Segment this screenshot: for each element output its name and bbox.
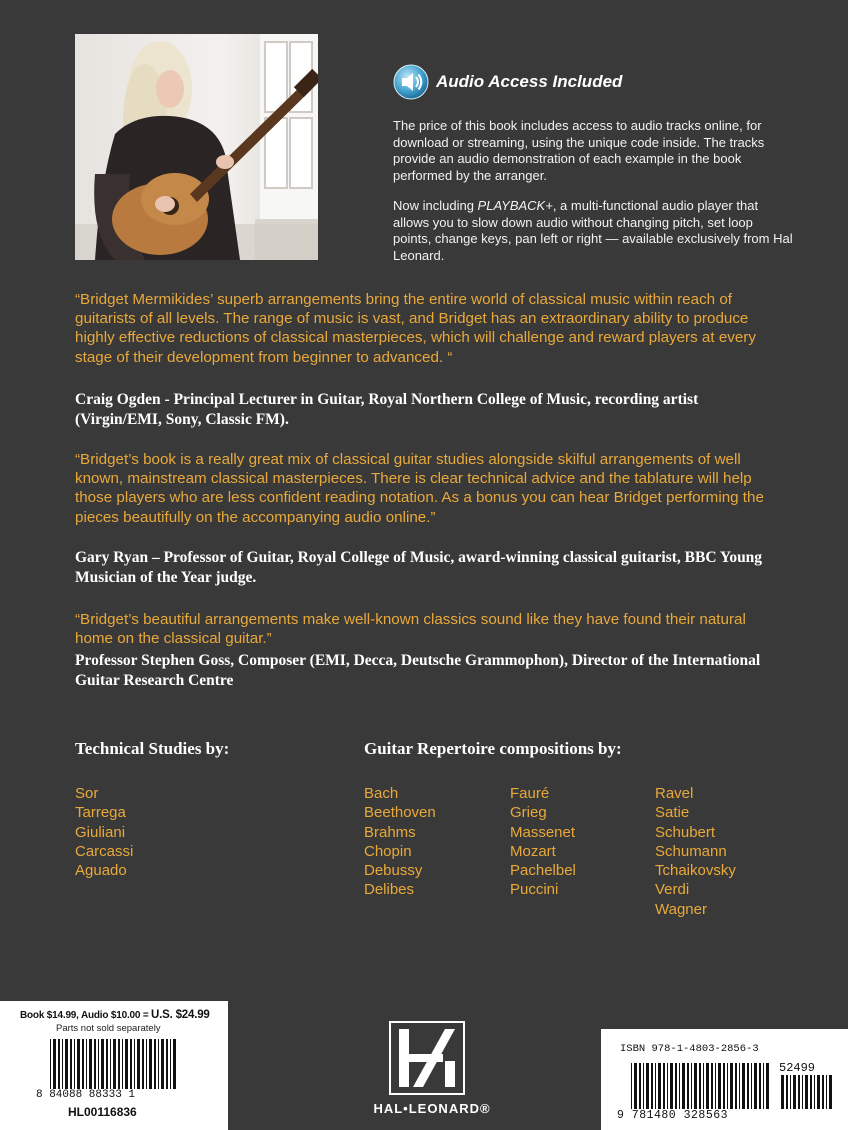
barcode-bar [687,1063,689,1109]
barcode-bar [798,1075,800,1109]
price-barcode [781,1075,835,1109]
barcode-bar [805,1075,808,1109]
list-item: Verdi [655,881,690,899]
barcode-bar [706,1063,709,1109]
isbn-box [601,1029,848,1130]
playback-brand: PLAYBACK+ [477,198,553,213]
barcode-bar [682,1063,685,1109]
barcode-bar [802,1075,803,1109]
list-item: Massenet [510,823,576,841]
barcode-bar [154,1039,156,1089]
barcode-bar [754,1063,757,1109]
barcode-bar [173,1039,176,1089]
barcode-bar [747,1063,749,1109]
list-item: Delibes [364,881,415,899]
barcode-bar [675,1063,677,1109]
list-item: Giuliani [75,823,126,841]
barcode-bar [631,1063,632,1109]
barcode-bar [658,1063,661,1109]
barcode-bar [130,1039,132,1089]
list-item: Satie [655,804,690,822]
audio-access-title: Audio Access Included [436,72,623,91]
repertoire-list-col3 [655,784,736,919]
barcode-bar [134,1039,135,1089]
list-item: Sor [75,785,99,802]
barcode-bar [790,1075,791,1109]
barcode-bar [793,1075,796,1109]
price-box [0,1001,228,1130]
barcode-bar [118,1039,120,1089]
quote-text: “Bridget’s book is a really great mix of classical guitar studies alongside skilful arrangements of well known, mainstream classical masterpieces. There is clear technical advice and the tablature will help those players who are less confident reading notation. As a bonus you can hear Bridget performing the pieces beautifully on the accompanying audio online.” [75,451,764,526]
repertoire-list-col1 [364,784,436,900]
list-item: Pachelbel [510,862,576,880]
barcode-bar [715,1063,716,1109]
barcode-bar [735,1063,737,1109]
barcode-bar [742,1063,745,1109]
barcode-bar [727,1063,728,1109]
barcode-bar [65,1039,68,1089]
list-item: Schubert [655,823,716,841]
barcode-bar [651,1063,653,1109]
technical-composer-list [75,784,133,880]
barcode-bar [98,1039,99,1089]
quote-attribution: Craig Ogden - Principal Lecturer in Guitar, Royal Northern College of Music, recording artist (Virgin/EMI, Sony, Classic FM). [75,391,699,428]
list-item: Fauré [510,785,550,802]
list-item: Mozart [510,842,556,860]
barcode-bar [142,1039,144,1089]
barcode-bar [634,1063,637,1109]
barcode-bar [817,1075,820,1109]
barcode-bar [670,1063,673,1109]
barcode-bar [699,1063,701,1109]
barcode-bar [766,1063,769,1109]
barcode-bar [810,1075,812,1109]
barcode-bar [829,1075,832,1109]
barcode-bar [730,1063,733,1109]
barcode-bar [655,1063,656,1109]
barcode-bar [822,1075,824,1109]
isbn-barcode [631,1063,771,1109]
barcode-bar [50,1039,51,1089]
playback-prefix: Now including [393,198,478,213]
barcode-bar [106,1039,108,1089]
list-item: Tchaikovsky [655,862,736,880]
barcode-bar [137,1039,140,1089]
publisher-name: HAL•LEONARD® [373,1101,491,1116]
barcode-bar [161,1039,164,1089]
barcode-bar [694,1063,697,1109]
barcode-bar [166,1039,168,1089]
playback-description [393,198,793,264]
price-total: U.S. $24.99 [151,1009,210,1021]
list-item: Debussy [364,862,423,880]
barcode-bar [62,1039,63,1089]
barcode-bar [110,1039,111,1089]
barcode-bar [149,1039,152,1089]
guitarist-photo [75,34,318,260]
price-code: 52499 [779,1061,816,1075]
barcode-bar [639,1063,641,1109]
hal-leonard-logo [347,1021,517,1121]
barcode-bar [122,1039,123,1089]
list-item: Bach [364,785,399,802]
barcode-bar [703,1063,704,1109]
ean-digits: 9 781480 328563 [617,1109,729,1122]
upc-barcode [50,1039,176,1089]
barcode-bar [723,1063,725,1109]
barcode-bar [113,1039,116,1089]
list-item: Ravel [655,785,694,802]
list-item: Beethoven [364,804,436,822]
repertoire-list-col2 [510,784,576,900]
barcode-bar [86,1039,87,1089]
audio-description: The price of this book includes access to audio tracks online, for download or streaming, using the unique code inside. The tracks provide an audio demonstration of each example in the book performed by the arranger. [393,118,765,183]
barcode-bar [751,1063,752,1109]
barcode-bar [826,1075,827,1109]
barcode-bar [679,1063,680,1109]
technical-studies-heading: Technical Studies by: [75,739,230,758]
list-item: Schumann [655,842,727,860]
list-item: Brahms [364,823,416,841]
isbn-number: ISBN 978-1-4803-2856-3 [620,1043,759,1055]
list-item: Chopin [364,842,412,860]
barcode-bar [77,1039,80,1089]
barcode-bar [125,1039,128,1089]
barcode-bar [101,1039,104,1089]
quote-attribution: Gary Ryan – Professor of Guitar, Royal College of Music, award-winning classical guitarist, BBC Young Musician of the Year judge. [75,549,763,586]
repertoire-heading: Guitar Repertoire compositions by: [364,739,622,758]
hal-leonard-logo-icon [389,1021,465,1095]
quote-text: “Bridget Mermikides’ superb arrangements bring the entire world of classical music within reach of guitarists of all levels. The range of music is vast, and Bridget has an extraordinary ability to produce highly effective reductions of classical masterpieces, which will challenge and reward players at every stage of their development from beginner to advanced. “ [75,291,756,366]
quote-text: “Bridget’s beautiful arrangements make well-known classics sound like they have found their natural home on the classical guitar.” [75,611,746,648]
list-item: Tarrega [75,804,126,822]
barcode-bar [667,1063,668,1109]
barcode-bar [158,1039,159,1089]
barcode-bar [53,1039,56,1089]
playback-rest: , a multi-functional audio player that allows you to slow down audio without changing pitch, set loop points, change keys, pan left or right — available exclusively from Hal Leonard. [393,198,793,263]
barcode-bar [646,1063,649,1109]
quote-attribution: Professor Stephen Goss, Composer (EMI, Decca, Deutsche Grammophon), Director of the International Guitar Research Centre [75,652,761,689]
barcode-bar [74,1039,75,1089]
barcode-bar [691,1063,692,1109]
barcode-bar [94,1039,96,1089]
item-code: HL00116836 [68,1105,137,1119]
barcode-bar [70,1039,72,1089]
speaker-icon [393,64,429,100]
list-item: Aguado [75,862,127,880]
barcode-bar [643,1063,644,1109]
barcode-bar [759,1063,761,1109]
barcode-bar [763,1063,764,1109]
list-item: Wagner [655,900,707,918]
barcode-bar [781,1075,784,1109]
list-item: Grieg [510,804,547,822]
upc-digits: 8 84088 88333 1 [36,1089,136,1101]
barcode-bar [170,1039,171,1089]
barcode-bar [711,1063,713,1109]
barcode-bar [146,1039,147,1089]
price-line [20,1009,210,1021]
parts-note: Parts not sold separately [56,1023,161,1034]
barcode-bar [739,1063,740,1109]
barcode-bar [718,1063,721,1109]
barcode-bar [82,1039,84,1089]
list-item: Puccini [510,881,559,899]
barcode-bar [814,1075,815,1109]
barcode-bar [89,1039,92,1089]
list-item: Carcassi [75,842,134,860]
barcode-bar [786,1075,788,1109]
barcode-bar [663,1063,665,1109]
barcode-bar [58,1039,60,1089]
price-breakdown: Book $14.99, Audio $10.00 = [20,1010,152,1021]
